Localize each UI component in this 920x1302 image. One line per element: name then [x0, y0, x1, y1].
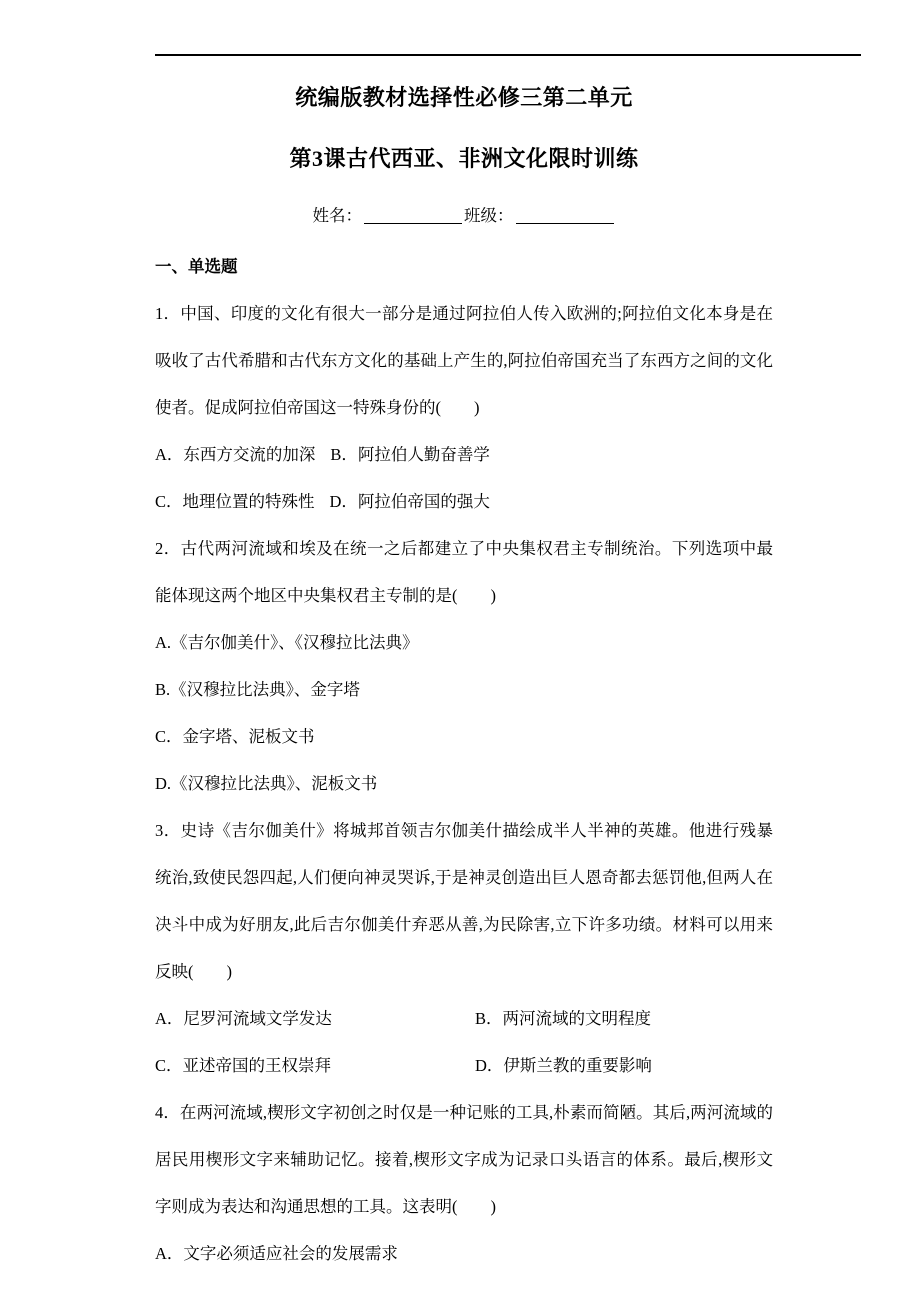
class-blank	[516, 207, 614, 224]
question-2	[155, 525, 773, 807]
question-1-option-a: A．东西方交流的加深	[155, 445, 316, 464]
question-3-options-ab	[155, 995, 773, 1042]
question-3	[155, 807, 773, 1089]
question-1	[155, 290, 773, 525]
document-content	[155, 55, 773, 1277]
doc-title-line1: 统编版教材选择性必修三第二单元	[295, 85, 633, 110]
question-3-options-cd	[155, 1042, 773, 1089]
name-label: 姓名：	[312, 206, 362, 225]
question-2-option-c: C．金字塔、泥板文书	[155, 727, 315, 746]
question-3-option-b: B．两河流域的文明程度	[475, 1009, 652, 1028]
question-2-option-a: A.《吉尔伽美什》、《汉穆拉比法典》	[155, 633, 419, 652]
question-3-option-d: D．伊斯兰教的重要影响	[475, 1056, 652, 1075]
section-heading: 一、单选题	[155, 257, 238, 276]
name-blank	[364, 207, 462, 224]
class-label: 班级：	[464, 206, 514, 225]
doc-title-line2: 第3课古代西亚、非洲文化限时训练	[289, 146, 639, 171]
question-3-option-c: C．亚述帝国的王权崇拜	[155, 1056, 332, 1075]
question-4-option-a: A．文字必须适应社会的发展需求	[155, 1244, 398, 1263]
question-4	[155, 1089, 773, 1277]
question-1-option-c: C．地理位置的特殊性	[155, 492, 315, 511]
question-1-option-b: B．阿拉伯人勤奋善学	[330, 445, 490, 464]
question-1-stem: 1．中国、印度的文化有很大一部分是通过阿拉伯人传入欧洲的;阿拉伯文化本身是在吸收了古代希腊和古代东方文化的基础上产生的,阿拉伯帝国充当了东西方之间的文化使者。促成阿拉伯帝国这一特殊身份的( )	[155, 304, 773, 417]
question-3-option-a: A．尼罗河流域文学发达	[155, 1009, 332, 1028]
question-2-stem: 2．古代两河流域和埃及在统一之后都建立了中央集权君主专制统治。下列选项中最能体现这两个地区中央集权君主专制的是( )	[155, 539, 773, 605]
question-1-option-d: D．阿拉伯帝国的强大	[329, 492, 490, 511]
question-3-stem: 3．史诗《吉尔伽美什》将城邦首领吉尔伽美什描绘成半人半神的英雄。他进行残暴统治,致使民怨四起,人们便向神灵哭诉,于是神灵创造出巨人恩奇都去惩罚他,但两人在决斗中成为好朋友,此后吉尔伽美什弃恶从善,为民除害,立下许多功绩。材料可以用来反映( )	[155, 821, 773, 981]
question-4-stem: 4．在两河流域,楔形文字初创之时仅是一种记账的工具,朴素而简陋。其后,两河流域的居民用楔形文字来辅助记忆。接着,楔形文字成为记录口头语言的体系。最后,楔形文字则成为表达和沟通思想的工具。这表明( )	[155, 1103, 773, 1216]
question-2-option-b: B.《汉穆拉比法典》、金字塔	[155, 680, 360, 699]
question-2-option-d: D.《汉穆拉比法典》、泥板文书	[155, 774, 378, 793]
question-1-options-cd	[155, 478, 773, 525]
name-class-line	[155, 205, 773, 227]
question-1-options-ab	[155, 431, 773, 478]
